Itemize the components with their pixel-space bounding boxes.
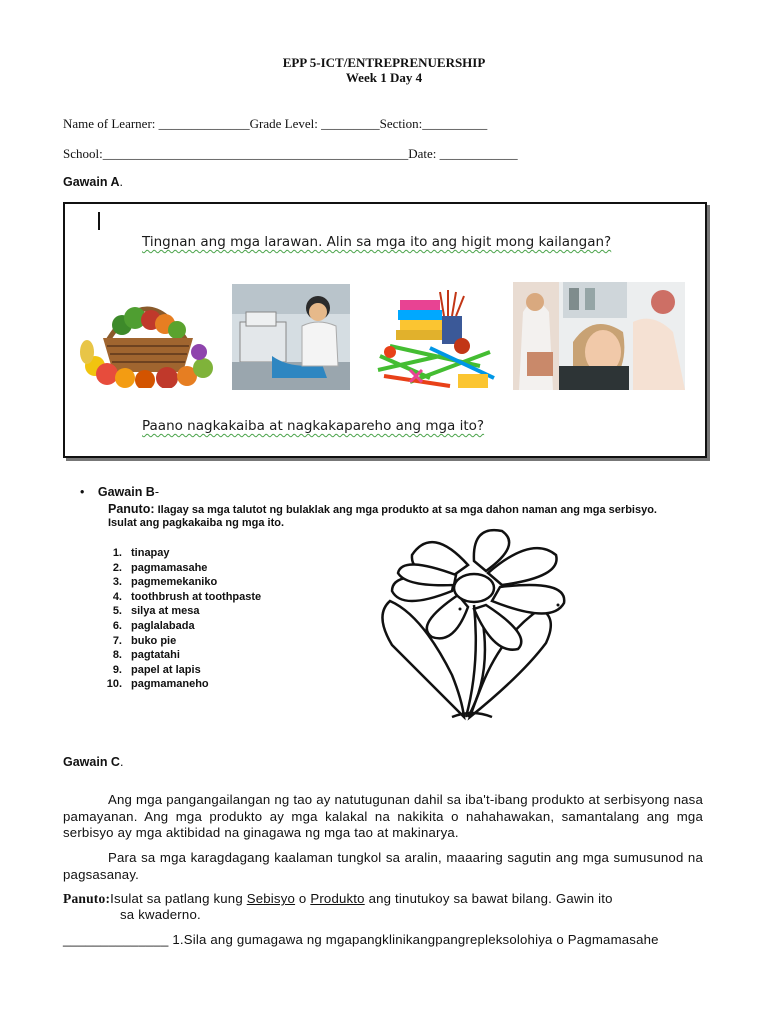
question-1-answer-blank[interactable]: ______________ [63, 932, 169, 947]
list-item-text: tinapay [131, 547, 170, 559]
list-item [100, 575, 261, 590]
list-item-number: 7. [112, 634, 122, 647]
list-item-number: 8. [112, 649, 122, 662]
gawain-c-paragraph-2: Para sa mga karagdagang kaalaman tungkol sa aralin, maaaring sagutin ang mga sumusunod na pagsasanay. [63, 850, 703, 882]
gawain-a-heading-text: Gawain A [63, 175, 120, 189]
question-bottom-text: Paano nagkakaiba at nagkakapareho ang mga ito? [142, 418, 485, 434]
school-info-line [63, 146, 518, 162]
gawain-a-heading [63, 175, 123, 189]
gawain-c-panuto [63, 891, 703, 908]
bullet-icon: • [80, 485, 85, 499]
school-blank[interactable]: _______________________________________________ [102, 146, 409, 161]
panuto-label: Panuto: [108, 502, 155, 516]
panuto-c-pre: Isulat sa patlang kung [110, 891, 247, 906]
list-item-number: 1. [112, 547, 122, 559]
list-item [100, 648, 261, 663]
list-item-text: pagmamasahe [131, 561, 208, 574]
gawain-a-period: . [119, 175, 123, 189]
section-label: Section: [379, 116, 423, 131]
flower-drawing [362, 525, 586, 731]
list-item [100, 663, 261, 678]
gawain-c-period: . [119, 755, 124, 769]
list-item-number: 5. [112, 605, 122, 618]
list-item-number: 10. [106, 678, 122, 691]
question-1 [63, 932, 659, 949]
page-title: EPP 5-ICT/ENTREPRENUERSHIP [282, 55, 486, 70]
grade-blank[interactable]: _________ [321, 116, 380, 131]
list-item-text: buko pie [131, 634, 177, 647]
gawain-c-heading-text: Gawain C [63, 755, 120, 769]
list-item [100, 619, 261, 634]
gawain-b-heading [80, 485, 159, 499]
gawain-c-panuto-line2: sa kwaderno. [120, 907, 201, 922]
name-blank[interactable]: ______________ [158, 116, 250, 131]
list-item [100, 590, 261, 605]
date-blank[interactable]: ____________ [439, 146, 518, 161]
gawain-b-list [100, 546, 261, 692]
list-item-text: silya at mesa [131, 605, 200, 618]
date-label: Date: [408, 146, 440, 161]
list-item [100, 677, 261, 692]
list-item-number: 4. [112, 590, 122, 603]
gawain-c-heading [63, 755, 123, 769]
gawain-b-panuto-line2: Isulat ang pagkakaiba ng mga ito. [108, 517, 285, 529]
list-item-text: pagmamaneho [131, 678, 209, 691]
list-item-text: paglalabada [131, 619, 195, 632]
gawain-b-dash: - [154, 485, 160, 499]
list-item [100, 546, 261, 561]
list-item-number: 9. [112, 663, 122, 676]
learner-info-line [63, 116, 487, 132]
list-item-number: 2. [112, 561, 122, 574]
panuto-text: Ilagay sa mga talutot ng bulaklak ang mga produkto at sa mga dahon naman ang mga serbisyo. [154, 504, 657, 516]
page-subtitle: Week 1 Day 4 [345, 70, 423, 85]
serbisyo-term: Sebisyo [246, 891, 296, 906]
section-blank[interactable]: __________ [422, 116, 488, 131]
gawain-a-question-top [142, 234, 611, 250]
sewing-machine-photo [232, 284, 350, 390]
gawain-c-paragraph-1: Ang mga pangangailangan ng tao ay natutugunan dahil sa iba't-ibang produkto at serbisyong nasa pamayanan. Ang mga produkto ay mga kalakal na nakikita o nahahawakan, samantalang ang mga serbisyo ay mga aktibidad na ginagawa ng mga tao at makinarya. [63, 792, 703, 840]
produkto-term: Produkto [310, 891, 365, 906]
panuto-c-or: o [295, 891, 311, 906]
gawain-b-panuto [108, 502, 657, 516]
list-item [100, 561, 261, 576]
school-label: School: [63, 146, 103, 161]
list-item-text: toothbrush at toothpaste [131, 590, 262, 603]
question-1-text: 1.Sila ang gumagawa ng mgapangklinikangpangrepleksolohiya o Pagmamasahe [168, 932, 659, 947]
list-item-number: 6. [112, 619, 122, 632]
gawain-a-frame [63, 202, 707, 458]
salon-massage-photo [513, 282, 685, 390]
school-supplies-photo [370, 286, 500, 394]
list-item [100, 634, 261, 649]
list-item-text: pagtatahi [131, 649, 180, 662]
list-item-text: pagmemekaniko [131, 576, 218, 589]
list-item [100, 604, 261, 619]
panuto-c-label: Panuto: [63, 891, 111, 906]
list-item-number: 3. [112, 576, 122, 589]
list-item-text: papel at lapis [131, 663, 201, 676]
question-top-text: Tingnan ang mga larawan. Alin sa mga ito ang higit mong kailangan? [142, 234, 612, 250]
gawain-b-heading-text: Gawain B [97, 485, 155, 499]
fruit-basket-photo [77, 280, 217, 388]
name-label: Name of Learner: [63, 116, 159, 131]
gawain-a-question-bottom [142, 418, 484, 434]
grade-label: Grade Level: [249, 116, 322, 131]
text-cursor [98, 212, 100, 230]
panuto-c-post: ang tinutukoy sa bawat bilang. Gawin ito [364, 891, 613, 906]
